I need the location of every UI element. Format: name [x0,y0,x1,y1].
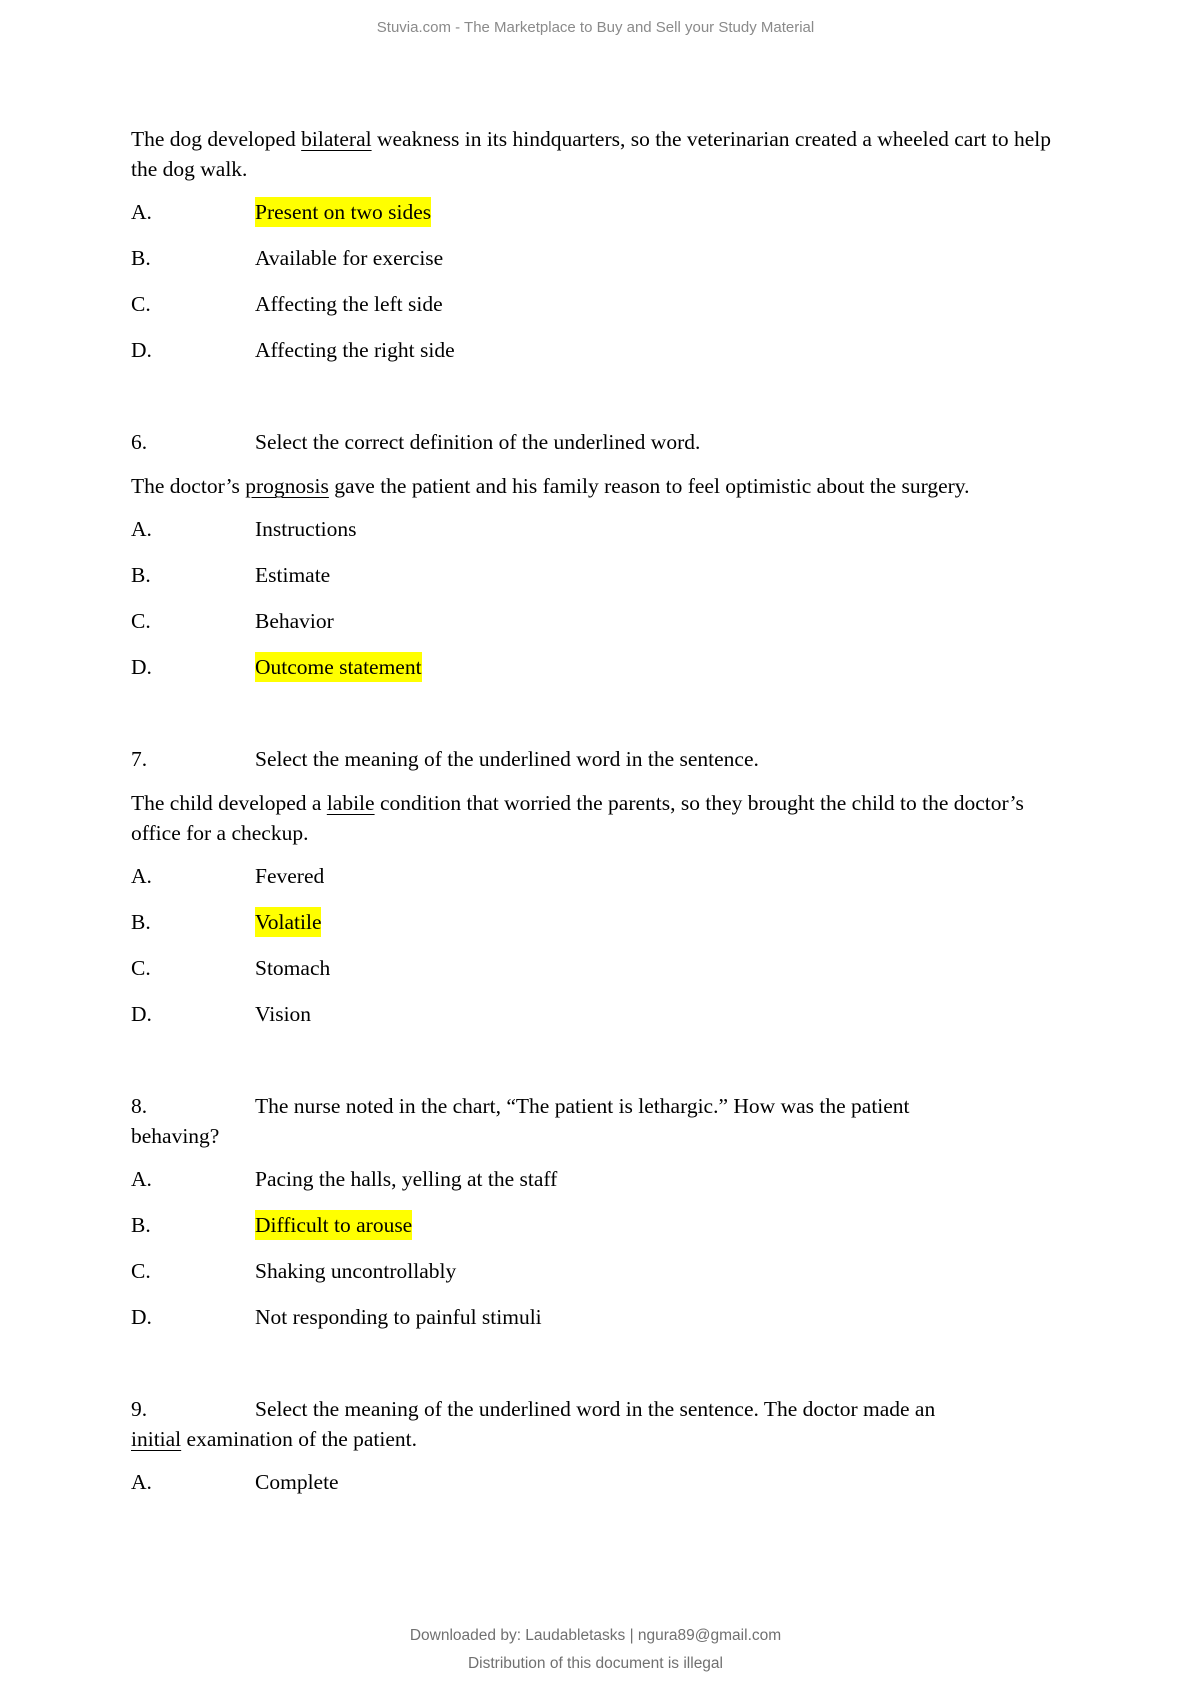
question-number: 9. [131,1397,148,1421]
option-text-highlighted: Outcome statement [255,652,422,682]
underlined-word: prognosis [245,474,329,498]
answer-option [131,861,1066,891]
stuvia-watermark-header: Stuvia.com - The Marketplace to Buy and Sell your Study Material [376,19,815,36]
option-label: C. [131,956,151,980]
underlined-word: labile [326,791,375,815]
question-9 [131,1394,1066,1497]
question-spacer [131,381,1066,427]
option-label: C. [131,609,151,633]
question-prompt-text: Select the correct definition of the underlined word. [255,430,701,454]
answer-option [131,335,1066,365]
question-prompt-text: Select the meaning of the underlined word in the sentence. The doctor made an [255,1397,936,1421]
option-label: A. [131,200,152,224]
question-prompt-continuation [131,1424,1066,1454]
question-number: 6. [131,430,148,454]
answer-option [131,652,1066,682]
option-text: Affecting the left side [255,292,443,316]
option-text-highlighted: Present on two sides [255,197,431,227]
option-text: Affecting the right side [255,338,455,362]
footer-distribution-notice: Distribution of this document is illegal [467,1655,723,1672]
question-prompt-line [131,1091,1066,1121]
option-label: D. [131,1002,152,1026]
question-sentence [131,788,1066,848]
underlined-word: bilateral [301,127,372,151]
answer-option [131,243,1066,273]
sentence-text: condition that worried the parents, so they brought the child to the doctor’s office for a checkup. [131,791,1024,845]
answer-option [131,907,1066,937]
option-label: D. [131,1305,152,1329]
question-5 [131,124,1066,365]
sentence-text: weakness in its hindquarters, so the veterinarian created a wheeled cart to help the dog walk. [131,127,1051,181]
answer-option [131,560,1066,590]
question-prompt [131,1394,1066,1454]
question-prompt-text: Select the meaning of the underlined word in the sentence. [255,747,759,771]
answer-option [131,1302,1066,1332]
sentence-text: The child developed a [131,791,327,815]
option-text-highlighted: Volatile [255,907,321,937]
option-text: Fevered [255,864,325,888]
sentence-text: examination of the patient. [181,1427,417,1451]
question-number: 8. [131,1094,148,1118]
question-8 [131,1091,1066,1332]
answer-option [131,606,1066,636]
question-number: 7. [131,747,148,771]
option-text: Vision [255,1002,312,1026]
option-text: Not responding to painful stimuli [255,1305,542,1329]
option-label: B. [131,910,151,934]
question-spacer [131,1348,1066,1394]
question-7 [131,744,1066,1029]
sentence-text: The dog developed [131,127,302,151]
option-label: D. [131,655,152,679]
option-label: A. [131,1470,152,1494]
option-text-highlighted: Difficult to arouse [255,1210,412,1240]
option-text: Stomach [255,956,331,980]
question-sentence [131,471,1066,501]
question-spacer [131,1045,1066,1091]
option-label: D. [131,338,152,362]
question-prompt-continuation: behaving? [131,1124,220,1148]
option-text: Pacing the halls, yelling at the staff [255,1167,558,1191]
underlined-word: initial [131,1427,182,1451]
option-label: A. [131,517,152,541]
question-content [131,124,1066,1513]
question-sentence [131,124,1066,184]
footer-downloaded-by: Downloaded by: Laudabletasks | ngura89@gmail.com [409,1627,782,1644]
question-spacer [131,698,1066,744]
question-prompt-text: The nurse noted in the chart, “The patient is lethargic.” How was the patient [255,1094,910,1118]
option-label: A. [131,864,152,888]
option-label: C. [131,292,151,316]
answer-option [131,1210,1066,1240]
answer-option [131,1256,1066,1286]
question-prompt [131,427,1066,457]
sentence-text: gave the patient and his family reason to feel optimistic about the surgery. [328,474,970,498]
answer-option [131,999,1066,1029]
answer-option [131,514,1066,544]
option-label: C. [131,1259,151,1283]
answer-option [131,1467,1066,1497]
option-text: Available for exercise [255,246,444,270]
question-prompt [131,1091,1066,1151]
sentence-text: The doctor’s [131,474,246,498]
answer-option [131,289,1066,319]
option-label: B. [131,246,151,270]
option-text: Estimate [255,563,331,587]
option-text: Instructions [255,517,357,541]
answer-option [131,953,1066,983]
question-6 [131,427,1066,682]
answer-option [131,197,1066,227]
option-label: B. [131,1213,151,1237]
option-text: Behavior [255,609,334,633]
answer-option [131,1164,1066,1194]
question-prompt [131,744,1066,774]
option-text: Shaking uncontrollably [255,1259,457,1283]
question-prompt-line [131,1394,1066,1424]
option-label: B. [131,563,151,587]
option-text: Complete [255,1470,339,1494]
option-label: A. [131,1167,152,1191]
